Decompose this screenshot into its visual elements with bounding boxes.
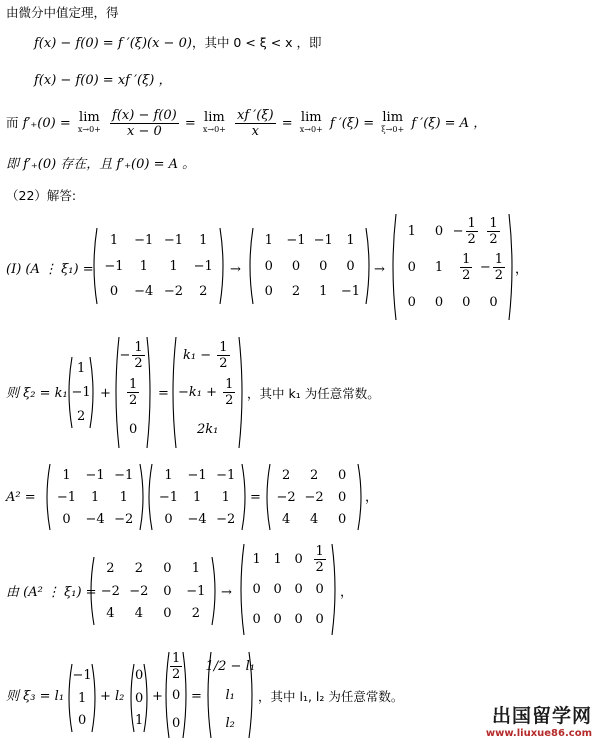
equation-derivative-prefix: 而 [6, 115, 19, 130]
right-paren [358, 464, 361, 530]
matrix-cell: 0 [129, 422, 138, 437]
matrix-cell: 0 [172, 687, 181, 703]
matrix-cell: 2 [134, 560, 144, 576]
right-paren [212, 557, 215, 625]
matrix-cell: 1 [434, 259, 444, 275]
matrix-cell: 0 [338, 467, 347, 483]
vector-v3 [170, 335, 245, 450]
matrix-cell: 0 [434, 294, 444, 310]
matrix-cell: 1 [199, 233, 208, 249]
right-paren [220, 228, 223, 304]
left-paren [94, 228, 97, 304]
matrix-cell: − $\frac{1}{2}$ [452, 216, 476, 248]
matrix-cell: 0 [315, 582, 324, 597]
right-paren [242, 464, 245, 530]
plus-sign-2: + [152, 689, 163, 704]
matrix-cell: −2 [100, 583, 120, 599]
left-paren [149, 464, 152, 530]
matrix-cell: − $\frac{1}{2}$ [119, 340, 143, 371]
matrix-cell: −1 [186, 583, 206, 599]
matrix-reduced-a2 [238, 542, 338, 637]
matrix-cell: −4 [134, 283, 154, 299]
eq5-suffix: ， [515, 262, 529, 277]
matrix-cell: 0 [489, 294, 498, 310]
matrix-cell: 1 [191, 560, 201, 576]
eq6-prefix: 则 ξ₂ = k₁ [6, 386, 68, 401]
limit-operator-2: lim x→0+ [202, 109, 226, 134]
equation-difference: f(x) − f(0) = xf ′(ξ) ， [34, 73, 172, 88]
matrix-cell: −2 [129, 583, 149, 599]
matrix-cell: 2 [291, 283, 301, 299]
vector-w3 [163, 650, 189, 740]
arrow-3: → [221, 585, 232, 600]
matrix-cell: 1 [135, 713, 144, 729]
eq9-prefix: 则 ξ₃ = l₁ [6, 689, 65, 704]
matrix-cell: 1 [109, 233, 119, 249]
matrix-cell: − $\frac{1}{2}$ [479, 251, 504, 283]
matrix-augmented-a [91, 226, 226, 306]
matrix-cell: 2 [77, 408, 86, 424]
matrix-cell: 1 [91, 489, 100, 505]
matrix-cell: −1 [163, 233, 184, 249]
matrix-cell: 1 [221, 489, 230, 505]
matrix-cell: 2 [191, 606, 201, 622]
matrix-cell: 0 [109, 283, 119, 299]
matrix-cell: −2 [304, 489, 324, 505]
fraction-2: $\frac{xf '(\xi)}{x}$ [237, 108, 274, 139]
matrix-cell: l₂ [225, 716, 235, 732]
matrix-cell: 0 [163, 560, 172, 576]
eq7-equals: = [250, 490, 261, 505]
matrix-cell: 0 [252, 612, 261, 628]
equation-conclusion: 即 f′₊(0) 存在，且 f′₊(0) = A 。 [6, 157, 196, 172]
matrix-cell: 2k₁ [197, 422, 219, 437]
matrix-cell: −1 [193, 258, 213, 274]
equation-mean-value-lhs: f(x) − f(0) = f ′(ξ)(x − 0) [34, 36, 192, 51]
right-paren [147, 337, 150, 448]
left-paren [47, 464, 50, 530]
eq6-note: ，其中 k₁ 为任意常数。 [247, 386, 380, 401]
arrow-1: → [230, 262, 241, 277]
matrix-a-squared [264, 462, 364, 532]
equation-derivative-limit: 而 f′₊(0) = lim x→0+ $\frac{f(x) - f(0)}{x - 0}$ = lim x→0+ $\frac{xf '(\xi)}{x}$ = lim x→0+ f ′(ξ) = lim ξ→0+ f ′(ξ) = A ， [6, 108, 487, 139]
matrix-reduced-2 [390, 212, 515, 322]
right-paren [366, 228, 369, 304]
eq7-suffix: ， [365, 490, 379, 505]
matrix-cell: 2 [199, 283, 208, 299]
matrix-cell: 2 [282, 467, 291, 483]
matrix-cell: −1 [286, 233, 306, 249]
limit-expression-3: f ′(ξ) = [329, 116, 375, 131]
matrix-cell: −1 [85, 467, 105, 483]
matrix-cell: 1/2 − l₁ [205, 658, 255, 674]
matrix-cell: 0 [407, 294, 416, 310]
left-paren [131, 664, 134, 732]
matrix-cell: 0 [434, 224, 444, 240]
vector-w2 [128, 662, 150, 734]
matrix-cell: 0 [163, 606, 172, 622]
matrix-cell: 4 [134, 606, 144, 622]
matrix-cell: 4 [310, 511, 319, 527]
matrix-cell: 1 [407, 224, 416, 240]
matrix-cell: −1 [187, 467, 207, 483]
matrix-cell: 0 [294, 582, 303, 597]
matrix-augmented-a2 [88, 555, 218, 627]
equation-mean-value-note: ，其中 0 < ξ < x ，即 [191, 35, 322, 50]
matrix-cell: 0 [172, 716, 181, 732]
matrix-cell: 0 [462, 294, 471, 310]
matrix-cell: 0 [291, 258, 301, 274]
matrix-cell: 0 [264, 283, 273, 299]
limit-operator-1: lim x→0+ [77, 109, 101, 134]
matrix-cell: −1 [71, 385, 91, 400]
matrix-cell: −4 [187, 511, 207, 527]
plus-l2: + l₂ [100, 689, 125, 704]
matrix-cell: 1 [119, 489, 128, 505]
matrix-cell: 0 [346, 258, 355, 274]
matrix-cell: −1 [340, 283, 361, 299]
matrix-cell: 0 [407, 259, 416, 275]
matrix-cell: −1 [72, 667, 92, 683]
eq5-prefix: (I) (A ⋮ ξ₁) = [6, 262, 94, 277]
matrix-cell: 0 [319, 258, 328, 274]
matrix-cell: 1 [264, 233, 273, 249]
matrix-cell: −2 [216, 511, 236, 527]
left-paren [241, 544, 244, 635]
eq7-prefix: A² = [6, 490, 36, 505]
equation-mean-value [34, 35, 322, 52]
section-label-22: （22）解答: [6, 188, 77, 203]
equation-derivative-lhs: f′₊(0) = [22, 116, 71, 131]
matrix-cell: 0 [315, 612, 324, 628]
matrix-cell: 0 [338, 511, 347, 527]
matrix-cell: −k₁ + $\frac{1}{2}$ [178, 377, 234, 408]
matrix-cell: $\frac{1}{2}$ [129, 377, 138, 408]
matrix-cell: $\frac{1}{2}$ [489, 216, 498, 248]
matrix-a-right [146, 462, 248, 532]
arrow-2: → [374, 262, 385, 277]
matrix-cell: 1 [169, 258, 178, 274]
watermark-logo [486, 701, 592, 739]
matrix-cell: k₁ − $\frac{1}{2}$ [183, 340, 228, 371]
matrix-cell: 1 [164, 467, 173, 483]
right-paren [92, 664, 95, 732]
vector-w1 [66, 662, 98, 734]
left-paren [393, 214, 396, 320]
matrix-cell: 0 [78, 713, 87, 729]
matrix-cell: 4 [282, 511, 291, 527]
matrix-cell: −1 [158, 489, 178, 505]
matrix-cell: 0 [294, 551, 303, 567]
intro-line: 由微分中值定理，得 [6, 5, 119, 20]
right-paren [144, 664, 147, 732]
right-paren [332, 544, 335, 635]
eq9-equals: = [191, 689, 202, 704]
matrix-cell: −2 [163, 283, 184, 299]
left-paren [250, 228, 253, 304]
matrix-cell: 0 [264, 258, 273, 274]
matrix-cell: −1 [104, 258, 124, 274]
watermark-url: www.liuxue86.com [485, 728, 592, 739]
matrix-cell: 0 [294, 612, 303, 628]
vector-w4 [205, 650, 255, 740]
left-paren [91, 557, 94, 625]
matrix-a-left [44, 462, 146, 532]
matrix-cell: 1 [346, 233, 355, 249]
matrix-cell: 0 [164, 511, 173, 527]
matrix-cell: 4 [106, 606, 115, 622]
matrix-cell: 0 [163, 583, 172, 599]
matrix-cell: 1 [78, 690, 87, 706]
matrix-cell: −1 [134, 233, 154, 249]
matrix-reduced-1 [247, 226, 372, 306]
limit-operator-3: lim x→0+ [299, 109, 323, 134]
matrix-cell: $\frac{1}{2}$ [462, 251, 471, 283]
eq9-note: ，其中 l₁, l₂ 为任意常数。 [258, 689, 404, 704]
matrix-cell: 0 [273, 582, 282, 597]
matrix-cell: 1 [273, 551, 282, 567]
matrix-cell: −1 [56, 489, 76, 505]
matrix-cell: 1 [252, 551, 261, 567]
matrix-cell: 1 [77, 361, 86, 377]
matrix-cell: −4 [85, 511, 105, 527]
vector-v1 [66, 355, 96, 430]
matrix-cell: 0 [252, 582, 261, 597]
fraction-1: $\frac{f(x) - f(0)}{x - 0}$ [112, 108, 177, 139]
matrix-cell: $\frac{1}{2}$ [315, 543, 324, 575]
eq8-prefix: 由 (A² ⋮ ξ₁) = [6, 585, 97, 600]
matrix-cell: l₁ [225, 687, 235, 703]
left-paren [267, 464, 270, 530]
matrix-cell: 1 [62, 467, 71, 483]
limit-expression-4: f ′(ξ) = A ， [411, 116, 487, 131]
matrix-cell: 0 [338, 489, 347, 505]
matrix-cell: 0 [62, 511, 71, 527]
matrix-cell: $\frac{1}{2}$ [172, 650, 181, 682]
plus-sign: + [100, 386, 111, 401]
matrix-cell: −2 [114, 511, 134, 527]
eq8-suffix: ， [340, 585, 354, 600]
matrix-cell: 2 [106, 560, 115, 576]
watermark-title: 出国留学网 [491, 705, 592, 727]
matrix-cell: 0 [135, 690, 144, 706]
matrix-cell: −1 [313, 233, 333, 249]
matrix-cell: 1 [139, 258, 148, 274]
matrix-cell: 0 [135, 667, 144, 683]
matrix-cell: −2 [276, 489, 296, 505]
right-paren [140, 464, 143, 530]
matrix-cell: 1 [319, 283, 328, 299]
matrix-cell: 0 [273, 612, 282, 628]
limit-operator-4: lim ξ→0+ [381, 109, 405, 134]
right-paren [509, 214, 512, 320]
matrix-cell: 2 [310, 467, 319, 483]
matrix-cell: 1 [193, 489, 202, 505]
matrix-cell: −1 [216, 467, 236, 483]
equals-sign: = [158, 386, 169, 401]
vector-v2 [113, 335, 153, 450]
matrix-cell: −1 [114, 467, 134, 483]
left-paren [173, 337, 176, 448]
right-paren [239, 337, 242, 448]
